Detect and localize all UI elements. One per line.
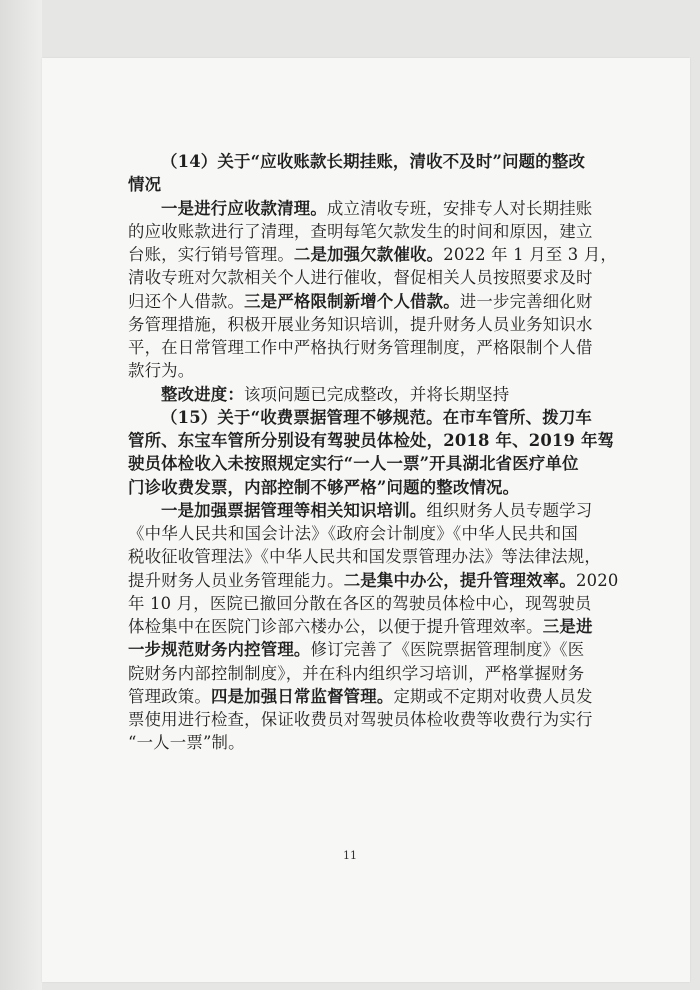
section-15-heading-line: （15）关于“收费票据管理不够规范。在市车管所、拨刀车 — [161, 407, 593, 427]
text-run: 院财务内部控制制度》，并在科内组织学习培训，严格掌握财务 — [128, 663, 585, 683]
paragraph-line — [128, 266, 593, 289]
progress-text: 该项问题已完成整改，并将长期坚持 — [243, 384, 510, 404]
paragraph-line — [128, 197, 593, 220]
section-15-heading-line: 管所、东宝车管所分别设有驾驶员体检处，2018 年、2019 年驾 — [128, 431, 615, 450]
paragraph-line — [128, 731, 578, 754]
text-run: 税收征收管理法》《中华人民共和国发票管理办法》等法律法规， — [128, 547, 601, 567]
section-15 — [128, 406, 619, 755]
document-body — [128, 150, 619, 755]
progress-label: 整改进度： — [161, 384, 244, 404]
bold-phrase: 一是进行应收款清理。 — [161, 198, 327, 218]
text-run: 《中华人民共和国会计法》《政府会计制度》《中华人民共和国 — [128, 524, 578, 543]
text-run: 组织财务人员专题学习 — [426, 500, 593, 520]
section-14-progress — [128, 383, 578, 406]
paragraph-line — [128, 336, 593, 359]
section-15-heading-line: 驶员体检收入未按照规定实行“一人一票”开具湖北省医疗单位 — [128, 454, 579, 474]
text-run: 款行为。 — [128, 361, 195, 381]
text-run: 体检集中在医院门诊部六楼办公，以便于提升管理效率。 — [128, 617, 543, 636]
paragraph-line — [128, 615, 593, 638]
paragraph-line — [128, 569, 619, 592]
section-15-heading-line: 门诊收费发票，内部控制不够严格”问题的整改情况。 — [128, 477, 520, 497]
paragraph-line — [128, 522, 578, 545]
bold-phrase: 四是加强日常监督管理。 — [210, 686, 394, 706]
paragraph-line — [128, 290, 593, 313]
text-run: 提升财务人员业务管理能力。 — [128, 570, 344, 590]
paragraph-line — [128, 662, 585, 685]
section-14-heading-line: 情况 — [128, 175, 162, 195]
paragraph-line — [128, 220, 593, 243]
text-run: 清收专班对欠款相关个人进行催收，督促相关人员按照要求及时 — [128, 268, 593, 288]
bold-phrase: 二是集中办公，提升管理效率。 — [343, 570, 576, 590]
text-run: 2022 年 1 月至 3 月， — [443, 245, 618, 264]
text-run: 的应收账款进行了清理，查明每笔欠款发生的时间和原因，建立 — [128, 221, 593, 241]
text-run: 2020 — [575, 570, 619, 590]
section-15-paragraph — [128, 499, 619, 755]
text-run: 年 10 月，医院已撤回分散在各区的驾驶员体检中心，现驾驶员 — [128, 593, 592, 613]
section-14-heading-line: （14）关于“应收账款长期挂账，清收不及时”问题的整改 — [161, 152, 586, 171]
text-run: 票使用进行检查，保证收费员对驾驶员体检收费等收费行为实行 — [128, 710, 593, 729]
paragraph-line — [128, 592, 592, 615]
bold-phrase: 三是进 — [542, 617, 593, 636]
text-run: 归还个人借款。 — [128, 291, 245, 311]
text-run: 成立清收专班，安排专人对长期挂账 — [326, 198, 593, 218]
text-run: 务管理措施，积极开展业务知识培训，提升财务人员业务知识水 — [128, 314, 593, 334]
bold-phrase: 二是加强欠款催收。 — [293, 245, 444, 264]
bold-phrase: 一步规范财务内控管理。 — [128, 640, 311, 660]
text-run: 进一步完善细化财 — [459, 291, 593, 311]
section-14-paragraph — [128, 197, 618, 383]
text-run: “一人一票”制。 — [128, 733, 245, 753]
paragraph-line — [128, 638, 585, 661]
paragraph-line — [128, 685, 593, 708]
text-run: 修订完善了《医院票据管理制度》《医 — [310, 640, 585, 660]
text-run: 平，在日常管理工作中严格执行财务管理制度，严格限制个人借 — [128, 338, 593, 357]
section-14 — [128, 150, 618, 406]
bold-phrase: 三是严格限制新增个人借款。 — [244, 291, 460, 311]
text-run: 管理政策。 — [128, 686, 211, 706]
paragraph-line — [128, 359, 578, 382]
paragraph-line — [128, 243, 618, 266]
scan-edge — [0, 0, 42, 990]
paragraph-line — [128, 708, 593, 731]
paragraph-line — [128, 499, 593, 522]
bold-phrase: 一是加强票据管理等相关知识培训。 — [161, 500, 427, 520]
page-number: 11 — [343, 849, 357, 862]
text-run: 台账，实行销号管理。 — [128, 245, 294, 264]
text-run: 定期或不定期对收费人员发 — [393, 686, 593, 706]
paragraph-line — [128, 545, 601, 568]
paragraph-line — [128, 313, 593, 336]
